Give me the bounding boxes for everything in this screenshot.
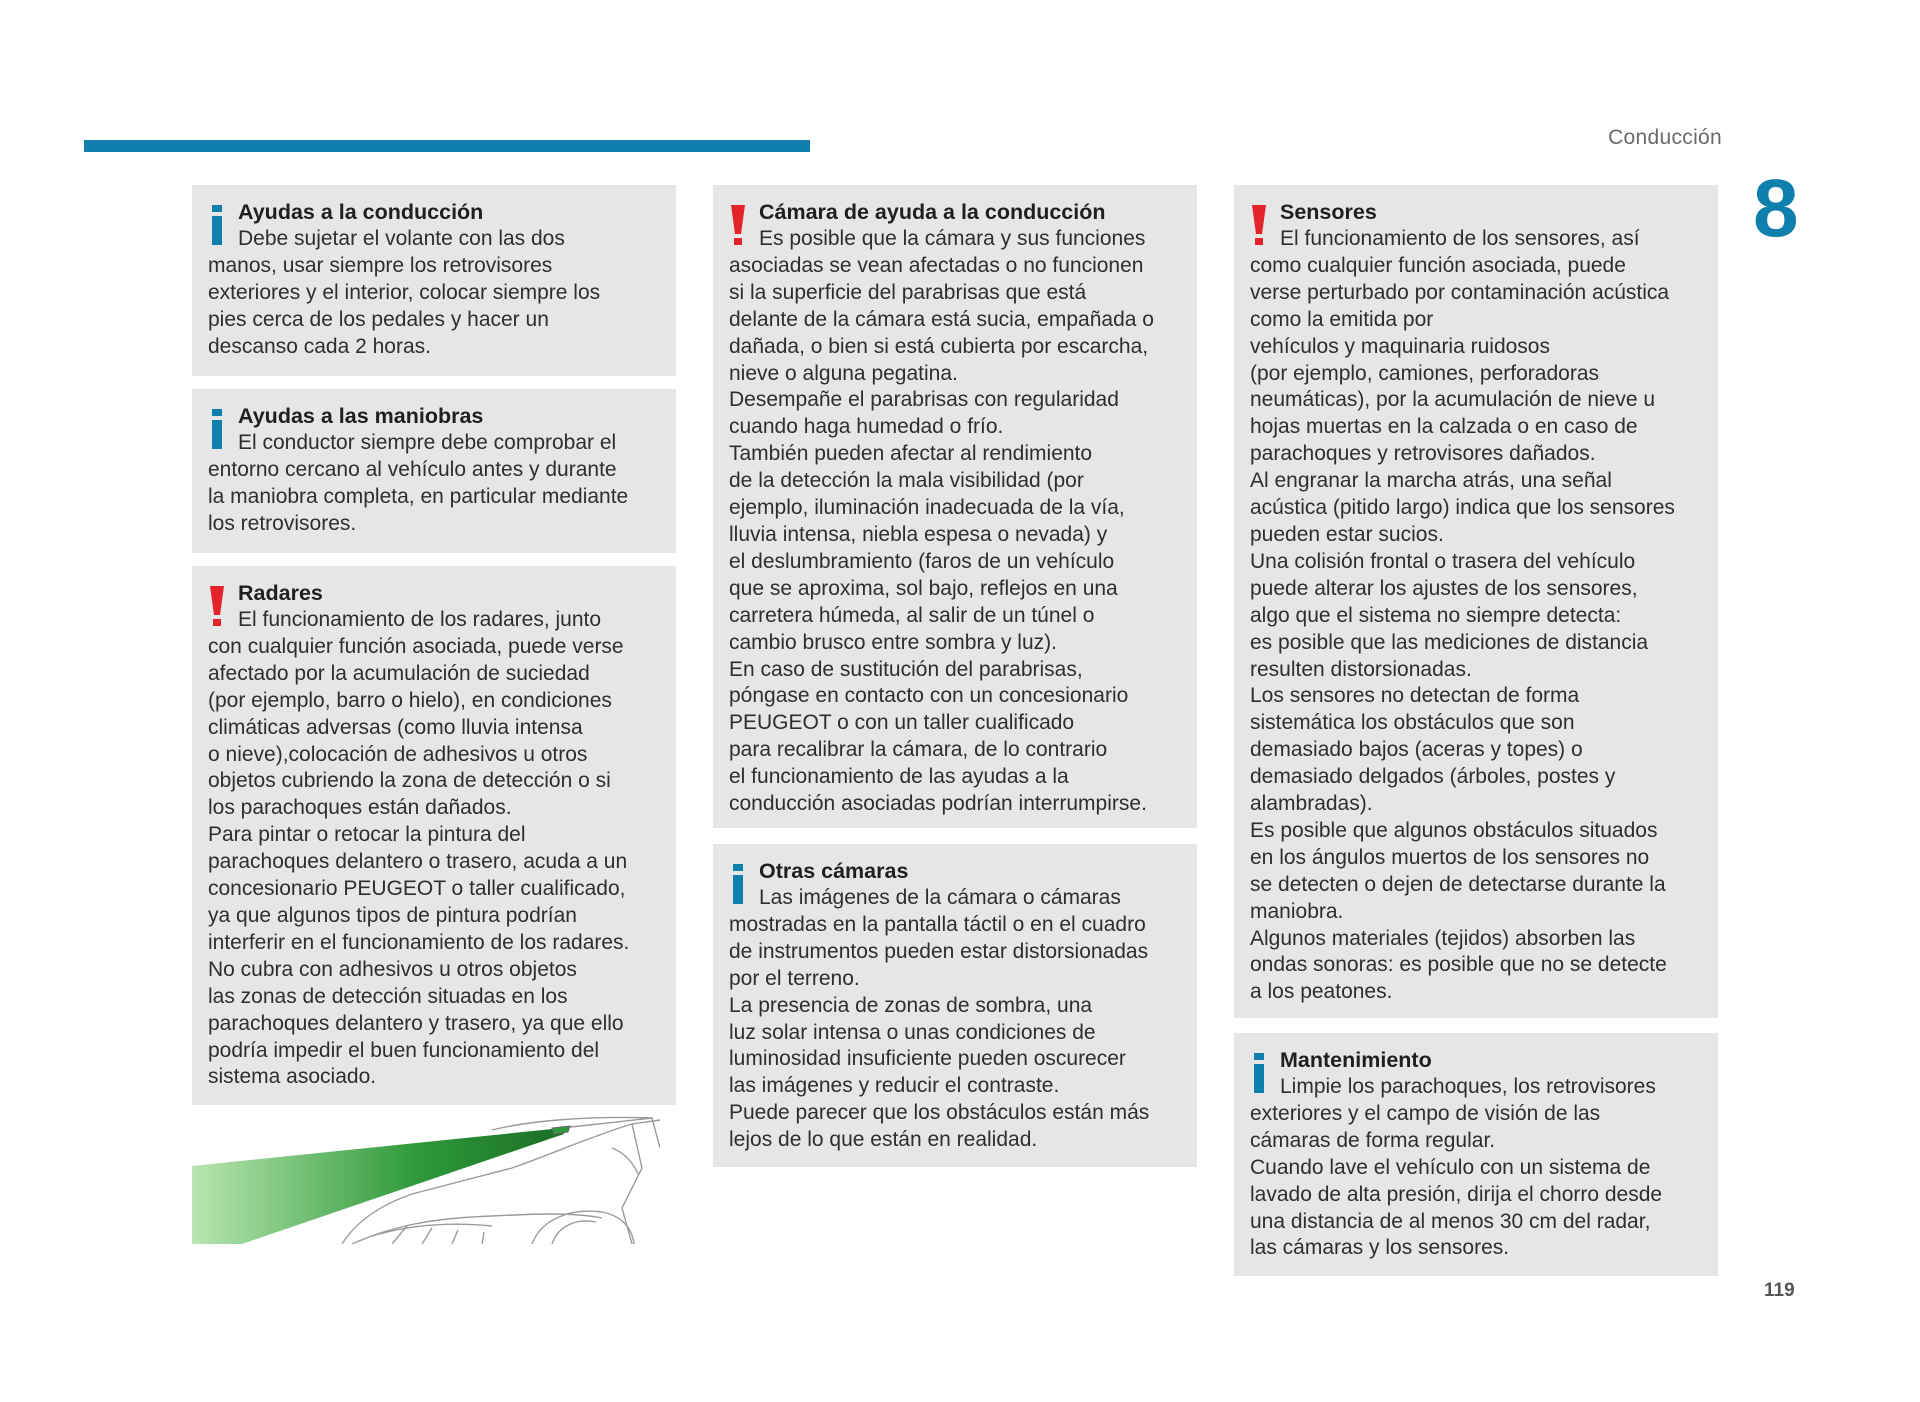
note-body: exteriores y el campo de visión de las cámaras de forma regular. Cuando lave el vehículo con un sistema de lavado de alta presión, dirija el chorro desde una distancia de al menos 30 cm del radar, las cámaras y los sensores. bbox=[1250, 1101, 1663, 1260]
header-accent-bar bbox=[84, 140, 810, 152]
section-title: Conducción bbox=[1608, 126, 1722, 149]
note-ayudas-conduccion bbox=[192, 185, 676, 376]
note-otras-camaras bbox=[713, 844, 1197, 1167]
note-title: Otras cámaras bbox=[759, 859, 909, 883]
warning-icon bbox=[208, 584, 226, 628]
note-title: Cámara de ayuda a la conducción bbox=[759, 200, 1106, 224]
warning-radares bbox=[192, 566, 676, 1105]
car-radar-illustration bbox=[192, 1108, 660, 1244]
note-body: asociadas se vean afectadas o no funcionen si la superficie del parabrisas que está delante de la cámara está sucia, empañada o dañada, o bien si está cubierta por escarcha, nieve o alguna pegatina. Desempañe el parabrisas con regularidad cuando haga humedad o frío. También pueden afectar al rendimiento de la detección la mala visibilidad (por ejemplo, iluminación inadecuada de la vía, lluvia intensa, niebla espesa o nevada) y el deslumbramiento (faros de un vehículo que se aproxima, sol bajo, reflejos en una carretera húmeda, al salir de un túnel o cambio brusco entre sombra y luz). En caso de sustitución del parabrisas, póngase en contacto con un concesionario PEUGEOT o con un taller cualificado para recalibrar la cámara, de lo contrario el funcionamiento de las ayudas a la conducción asociadas podrían interrumpirse. bbox=[729, 253, 1154, 816]
note-body: con cualquier función asociada, puede verse afectado por la acumulación de suciedad (por ejemplo, barro o hielo), en condiciones climáticas adversas (como lluvia intensa o nieve),colocación de adhesivos u otros objetos cubriendo la zona de detección o si los parachoques están dañados. Para pintar o retocar la pintura del parachoques delantero o trasero, acuda a un concesionario PEUGEOT o taller cualificado, ya que algunos tipos de pintura podrían interferir en el funcionamiento de los radares. No cubra con adhesivos u otros objetos las zonas de detección situadas en los parachoques delantero y trasero, ya que ello podría impedir el buen funcionamiento del sistema asociado. bbox=[208, 634, 630, 1089]
note-first-line: El funcionamiento de los radares, junto bbox=[238, 608, 602, 631]
note-body: entorno cercano al vehículo antes y durante la maniobra completa, en particular mediante los retrovisores. bbox=[208, 457, 629, 535]
chapter-number: 8 bbox=[1753, 163, 1799, 254]
warning-camara-ayuda bbox=[713, 185, 1197, 828]
note-title: Mantenimiento bbox=[1280, 1048, 1432, 1072]
note-body: como cualquier función asociada, puede verse perturbado por contaminación acústica como la emitida por vehículos y maquinaria ruidosos (por ejemplo, camiones, perforadoras neumáticas), por la acumulación de nieve u hojas muertas en la calzada o en caso de parachoques y retrovisores dañados. Al engranar la marcha atrás, una señal acústica (pitido largo) indica que los sensores pueden estar sucios. Una colisión frontal o trasera del vehículo puede alterar los ajustes de los sensores, algo que el sistema no siempre detecta: es posible que las mediciones de distancia resulten distorsionadas. Los sensores no detectan de forma sistemática los obstáculos que son demasiado bajos (aceras y topes) o demasiado delgados (árboles, postes y alambradas). Es posible que algunos obstáculos situados en los ángulos muertos de los sensores no se detecten o dejen de detectarse durante la maniobra. Algunos materiales (tejidos) absorben las ondas sonoras: es posible que no se detecte a los peatones. bbox=[1250, 253, 1675, 1004]
note-ayudas-maniobras bbox=[192, 389, 676, 553]
note-title: Sensores bbox=[1280, 200, 1377, 224]
note-title: Ayudas a las maniobras bbox=[238, 404, 484, 428]
warning-icon bbox=[1250, 203, 1268, 247]
warning-icon bbox=[729, 203, 747, 247]
warning-sensores bbox=[1234, 185, 1718, 1018]
info-icon bbox=[729, 862, 747, 906]
note-title: Radares bbox=[238, 581, 323, 605]
info-icon bbox=[208, 203, 226, 247]
note-first-line: Es posible que la cámara y sus funciones bbox=[759, 227, 1146, 250]
note-mantenimiento bbox=[1234, 1033, 1718, 1276]
info-icon bbox=[1250, 1051, 1268, 1095]
note-first-line: Las imágenes de la cámara o cámaras bbox=[759, 886, 1121, 909]
note-body: manos, usar siempre los retrovisores exteriores y el interior, colocar siempre los pies cerca de los pedales y hacer un descanso cada 2 horas. bbox=[208, 253, 601, 358]
page-number: 119 bbox=[1764, 1280, 1795, 1301]
note-title: Ayudas a la conducción bbox=[238, 200, 484, 224]
note-first-line: El funcionamiento de los sensores, así bbox=[1280, 227, 1640, 250]
info-icon bbox=[208, 407, 226, 451]
note-first-line: Limpie los parachoques, los retrovisores bbox=[1280, 1075, 1656, 1098]
note-first-line: El conductor siempre debe comprobar el bbox=[238, 431, 617, 454]
note-body: mostradas en la pantalla táctil o en el cuadro de instrumentos pueden estar distorsionadas por el terreno. La presencia de zonas de sombra, una luz solar intensa o unas condiciones de luminosidad insuficiente pueden oscurecer las imágenes y reducir el contraste. Puede parecer que los obstáculos están más lejos de lo que están en realidad. bbox=[729, 912, 1150, 1152]
note-first-line: Debe sujetar el volante con las dos bbox=[238, 227, 565, 250]
